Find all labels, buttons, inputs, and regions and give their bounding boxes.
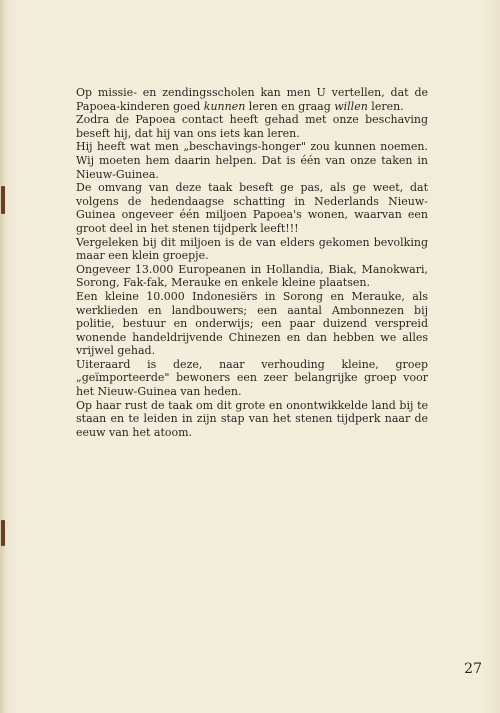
text-span: Vergeleken bij dit miljoen is de van elders gekomen bevolking maar een klein groepje. bbox=[76, 235, 428, 263]
paragraph bbox=[76, 399, 428, 440]
paragraph bbox=[76, 181, 428, 235]
paragraph bbox=[76, 140, 428, 181]
paragraph bbox=[76, 263, 428, 290]
text-span: Op missie- en zendingsscholen kan men U vertellen, dat de Papoea-kinderen goed bbox=[76, 86, 428, 113]
text-span: Op haar rust de taak om dit grote en onontwikkelde land bij te staan en te leiden in zijn stap van het stenen tijdperk naar de eeuw van het atoom. bbox=[76, 398, 428, 439]
paragraph bbox=[76, 86, 428, 113]
paragraph bbox=[76, 113, 428, 140]
binding-edge bbox=[0, 0, 6, 713]
text-span: De omvang van deze taak beseft ge pas, als ge weet, dat volgens de hedendaagse schatting in Nederlands Nieuw-Guinea ongeveer één miljoen Papoea's wonen, waarvan een groot deel in het stenen tijdperk leeft!!! bbox=[76, 181, 428, 235]
text-span: Een kleine 10.000 Indonesiërs in Sorong en Merauke, als werklieden en landbouwers; een aantal Ambonnezen bij politie, bestuur en onderwijs; een paar duizend verspreid wonende handeldrijvende Chinezen en dan hebben we alles vrijwel gehad. bbox=[76, 289, 428, 358]
text-span: leren en graag bbox=[245, 99, 335, 113]
paragraph bbox=[76, 290, 428, 358]
paragraph bbox=[76, 236, 428, 263]
text-span: leren. bbox=[367, 99, 404, 113]
body-text bbox=[76, 86, 428, 439]
text-span: Ongeveer 13.000 Europeanen in Hollandia, Biak, Manokwari, Sorong, Fak-fak, Merauke en enkele kleine plaatsen. bbox=[76, 262, 428, 290]
text-span: Uiteraard is deze, naar verhouding kleine, groep „geïmporteerde" bewoners een zeer belangrijke groep voor het Nieuw-Guinea van heden. bbox=[76, 357, 428, 399]
text-span: Zodra de Papoea contact heeft gehad met onze beschaving beseft hij, dat hij van ons iets kan leren. bbox=[76, 113, 428, 140]
staple-top bbox=[1, 186, 5, 214]
page-number: 27 bbox=[464, 661, 482, 677]
staple-bottom bbox=[1, 520, 5, 546]
italic-text: willen bbox=[334, 99, 368, 113]
italic-text: kunnen bbox=[203, 99, 246, 113]
text-span: Hij heeft wat men „beschavings-honger" zou kunnen noemen. Wij moeten hem daarin helpen. Dat is één van onze taken in Nieuw-Guinea. bbox=[76, 140, 428, 181]
paragraph bbox=[76, 358, 428, 399]
